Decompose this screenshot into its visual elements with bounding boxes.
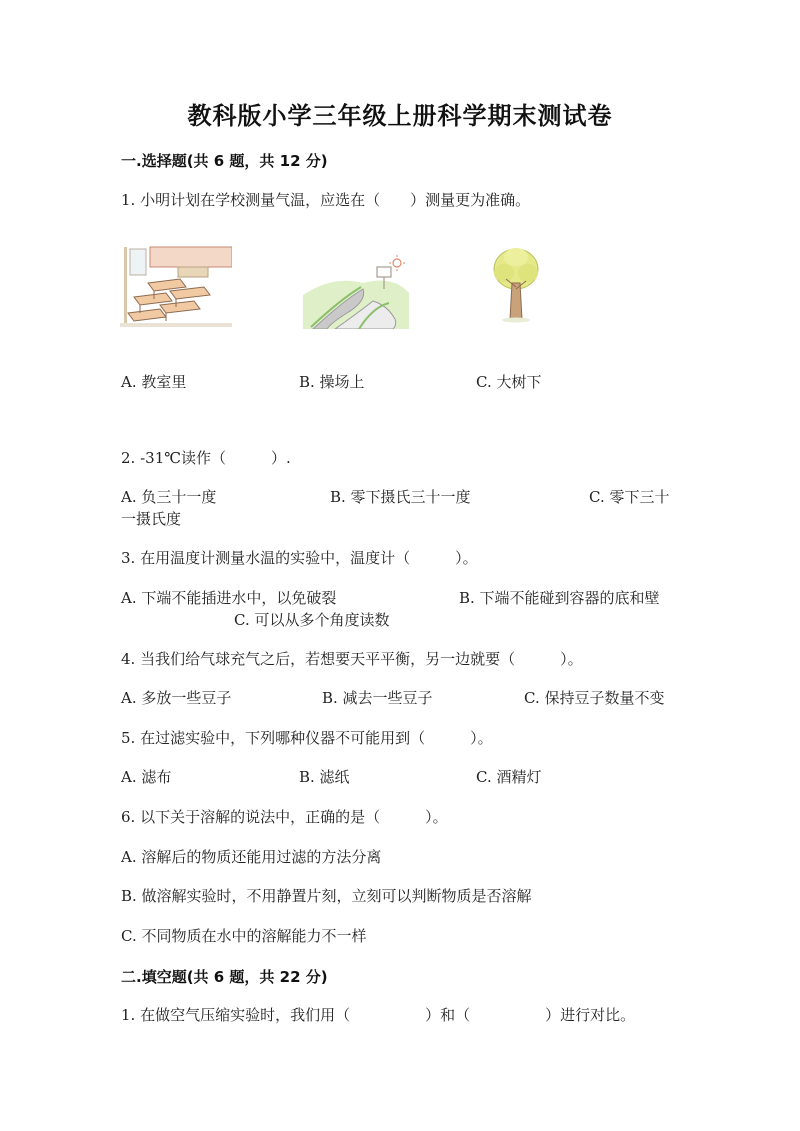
question-3-stem: 3. 在用温度计测量水温的实验中，温度计（ ）。 [121,549,478,567]
question-5-stem: 5. 在过滤实验中，下列哪种仪器不可能用到（ ）。 [121,729,493,747]
question-2-option-c: C. 零下三十 [589,488,670,506]
question-1-option-b: B. 操场上 [299,373,365,391]
question-6-option-b: B. 做溶解实验时，不用静置片刻，立刻可以判断物质是否溶解 [121,887,532,905]
question-2-option-a: A. 负三十一度 [121,488,217,506]
question-1-option-a: A. 教室里 [121,373,187,391]
question-4-option-b: B. 减去一些豆子 [322,689,433,707]
question-3-option-a: A. 下端不能插进水中，以免破裂 [121,589,337,607]
section-heading-fill: 二.填空题(共 6 题，共 22 分) [121,968,328,986]
question-5-option-a: A. 滤布 [121,768,172,786]
question-1-option-c: C. 大树下 [476,373,542,391]
question-6-option-a: A. 溶解后的物质还能用过滤的方法分离 [121,848,382,866]
playground-illustration [303,255,409,329]
tree-illustration [488,243,544,323]
question-1-stem: 1. 小明计划在学校测量气温，应选在（ ）测量更为准确。 [121,191,531,209]
question-2-option-b: B. 零下摄氏三十一度 [330,488,471,506]
question-2-stem: 2. -31℃读作（ ）. [121,449,291,467]
question-3-option-c: C. 可以从多个角度读数 [234,611,390,629]
classroom-illustration [120,243,232,329]
question-2-option-c-wrap: 一摄氏度 [121,510,182,528]
question-4-option-a: A. 多放一些豆子 [121,689,232,707]
section-heading-choice: 一.选择题(共 6 题，共 12 分) [121,152,328,170]
page-title: 教科版小学三年级上册科学期末测试卷 [187,102,613,130]
fill-question-1-stem: 1. 在做空气压缩实验时，我们用（ ）和（ ）进行对比。 [121,1006,636,1024]
question-3-option-b: B. 下端不能碰到容器的底和壁 [459,589,660,607]
question-4-stem: 4. 当我们给气球充气之后，若想要天平平衡，另一边就要（ ）。 [121,650,583,668]
question-5-option-b: B. 滤纸 [299,768,350,786]
question-6-stem: 6. 以下关于溶解的说法中，正确的是（ ）。 [121,808,448,826]
question-6-option-c: C. 不同物质在水中的溶解能力不一样 [121,927,367,945]
question-4-option-c: C. 保持豆子数量不变 [524,689,665,707]
question-5-option-c: C. 酒精灯 [476,768,542,786]
